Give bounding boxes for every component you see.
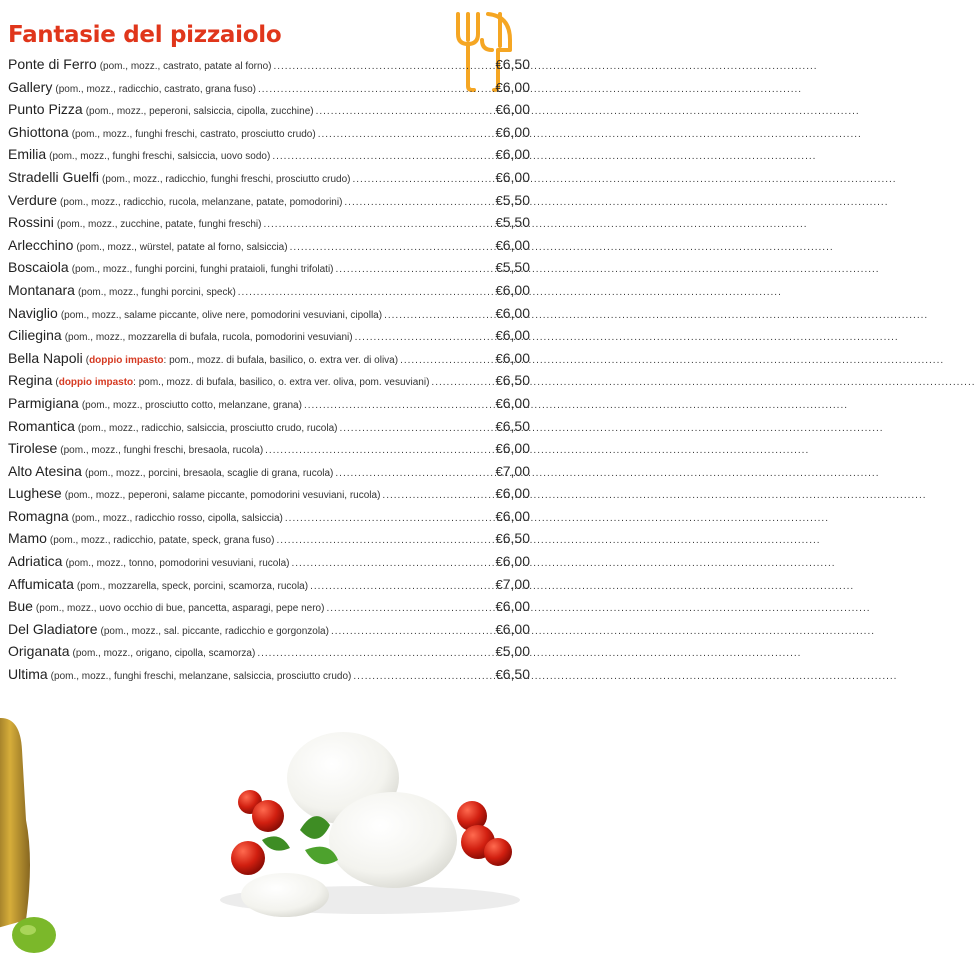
pizza-ingredients (50, 535, 275, 546)
pizza-price: 5,00 (502, 643, 530, 660)
menu-item (8, 395, 530, 418)
menu-item (8, 192, 530, 215)
ingredients-text: (pom., mozz., radicchio rosso, cipolla, salsiccia) (71, 512, 283, 524)
menu-item (8, 553, 530, 576)
pizza-price: 7,00 (502, 462, 530, 479)
ingredients-text: (pom., mozz., peperoni, salame piccante, pomodorini vesuviani, rucola) (64, 490, 381, 502)
ingredients-text: (pom., mozz., uovo occhio di bue, pancetta, asparagi, pepe nero) (35, 603, 325, 615)
dot-leader (336, 264, 494, 275)
dot-leader (257, 648, 493, 659)
currency-symbol: € (495, 508, 503, 524)
dot-leader (344, 197, 493, 208)
pizza-ingredients (55, 84, 256, 95)
pizza-ingredients (72, 513, 283, 524)
mozzarella-tomato-photo (0, 690, 539, 960)
currency-symbol: € (495, 395, 503, 411)
pizza-name: Del Gladiatore (8, 620, 98, 637)
currency-symbol: € (495, 350, 503, 366)
pizza-ingredients (51, 671, 352, 682)
pizza-name: Boscaiola (8, 259, 69, 276)
dot-leader (384, 310, 493, 321)
pizza-ingredients (101, 626, 329, 637)
pizza-ingredients (72, 264, 334, 275)
pizza-price: 6,50 (502, 372, 530, 389)
ingredients-open-paren: ( (85, 354, 90, 366)
pizza-name: Affumicata (8, 575, 74, 592)
currency-symbol: € (495, 102, 503, 118)
pizza-ingredients (82, 400, 302, 411)
ingredients-text: (pom., mozz., zucchine, patate, funghi freschi) (56, 219, 262, 231)
menu-item (8, 643, 530, 666)
menu-title: Fantasie del pizzaiolo (8, 22, 282, 48)
dot-leader (339, 423, 493, 434)
dough-highlight: doppio impasto (58, 377, 134, 389)
pizza-ingredients (36, 603, 325, 614)
pizza-name: Punto Pizza (8, 101, 83, 118)
menu-item (8, 56, 530, 79)
menu-item (8, 79, 530, 102)
menu-item (8, 305, 530, 328)
dot-leader (326, 603, 493, 614)
ingredients-text: (pom., mozzarella, speck, porcini, scamorza, rucola) (76, 580, 309, 592)
pizza-name: Adriatica (8, 553, 63, 570)
pizza-name: Ultima (8, 666, 48, 683)
ingredients-text: (pom., mozz., castrato, patate al forno) (99, 61, 272, 72)
menu-item (8, 485, 530, 508)
ingredients-text: (pom., mozz., funghi freschi, bresaola, rucola) (60, 445, 264, 457)
menu-item (8, 666, 530, 689)
pizza-name: Regina (8, 372, 53, 389)
menu-item (8, 101, 530, 124)
currency-symbol: € (495, 373, 503, 389)
menu-item (8, 282, 530, 305)
ingredients-text: (pom., mozz., radicchio, patate, speck, grana fuso) (49, 535, 275, 547)
menu-item (8, 418, 530, 441)
menu-item (8, 327, 530, 350)
pizza-name: Stradelli Guelfi (8, 168, 100, 185)
ingredients-text: : pom., mozz. di bufala, basilico, o. extra ver. oliva, pom. vesuviani) (133, 377, 430, 389)
pizza-ingredients (60, 197, 342, 208)
pizza-price: 6,00 (502, 327, 530, 344)
currency-symbol: € (495, 621, 503, 637)
pizza-price: 6,00 (502, 78, 530, 95)
dot-leader (352, 174, 493, 185)
pizza-price: 5,50 (502, 214, 530, 231)
currency-symbol: € (495, 328, 503, 344)
dot-leader (291, 558, 493, 569)
dot-leader (263, 219, 493, 230)
pizza-name: Romagna (8, 507, 69, 524)
pizza-price: 6,50 (502, 666, 530, 683)
menu-item (8, 124, 530, 147)
pizza-price: 6,00 (502, 123, 530, 140)
pizza-name: Verdure (8, 191, 58, 208)
ingredients-text: (pom., mozz., sal. piccante, radicchio e gorgonzola) (100, 625, 329, 637)
pizza-ingredients (49, 151, 270, 162)
dot-leader (355, 332, 494, 343)
ingredients-text: (pom., mozz., funghi freschi, castrato, prosciutto crudo) (71, 128, 316, 140)
dot-leader (272, 151, 493, 162)
dot-leader (318, 129, 494, 140)
pizza-ingredients (76, 242, 287, 253)
pizza-price: 6,50 (502, 56, 530, 72)
ingredients-text: (pom., mozz., salame piccante, olive nere, pomodorini vesuviani, cipolla) (60, 309, 383, 321)
pizza-name: Emilia (8, 146, 47, 163)
pizza-ingredients (65, 558, 289, 569)
pizza-ingredients (55, 377, 429, 388)
dot-leader (316, 106, 494, 117)
ingredients-text: (pom., mozz., prosciutto cotto, melanzane, grana) (81, 399, 302, 411)
currency-symbol: € (495, 463, 503, 479)
dough-highlight: doppio impasto (89, 354, 164, 366)
ingredients-open-paren: ( (55, 377, 59, 389)
menu-item (8, 598, 530, 621)
ingredients-text: (pom., mozz., radicchio, castrato, grana fuso) (55, 83, 256, 95)
pizza-name: Romantica (8, 417, 75, 434)
ingredients-text: (pom., mozz., radicchio, rucola, melanzane, patate, pomodorini) (60, 196, 343, 208)
ingredients-text: (pom., mozz., würstel, patate al forno, salsiccia) (76, 241, 288, 253)
pizza-price: 6,00 (502, 598, 530, 615)
menu-item (8, 530, 530, 553)
currency-symbol: € (495, 441, 503, 457)
currency-symbol: € (495, 79, 503, 95)
pizza-ingredients (85, 468, 333, 479)
pizza-ingredients (86, 106, 314, 117)
pizza-price: 6,00 (502, 304, 530, 321)
dot-leader (276, 535, 493, 546)
pizza-price: 6,00 (502, 168, 530, 185)
pizza-price: 6,00 (502, 281, 530, 298)
pizza-ingredients (78, 423, 338, 434)
ingredients-text: (pom., mozz., porcini, bresaola, scaglie di grana, rucola) (84, 467, 334, 479)
currency-symbol: € (495, 124, 503, 140)
dot-leader (304, 400, 494, 411)
pizza-menu-list (8, 56, 530, 689)
pizza-name: Naviglio (8, 304, 58, 321)
menu-item (8, 350, 530, 373)
ingredients-text: (pom., mozz., radicchio, funghi freschi, prosciutto crudo) (102, 173, 351, 185)
pizza-price: 6,00 (502, 101, 530, 118)
dot-leader (238, 287, 494, 298)
pizza-price: 5,50 (502, 259, 530, 276)
pizza-price: 6,00 (502, 394, 530, 411)
pizza-price: 6,00 (502, 440, 530, 457)
pizza-price: 5,50 (502, 191, 530, 208)
menu-item (8, 508, 530, 531)
pizza-ingredients (60, 445, 263, 456)
dot-leader (273, 61, 493, 72)
ingredients-text: (pom., mozz., funghi porcini, speck) (77, 286, 236, 298)
currency-symbol: € (495, 531, 503, 547)
pizza-name: Gallery (8, 78, 53, 95)
pizza-ingredients (78, 287, 236, 298)
dot-leader (290, 242, 494, 253)
menu-item (8, 440, 530, 463)
pizza-ingredients (72, 129, 316, 140)
pizza-price: 6,00 (502, 620, 530, 637)
pizza-price: 6,00 (502, 146, 530, 163)
dot-leader (310, 581, 493, 592)
ingredients-text: (pom., mozz., funghi freschi, salsiccia, uovo sodo) (49, 151, 271, 163)
pizza-name: Arlecchino (8, 236, 74, 253)
pizza-ingredients (102, 174, 350, 185)
ingredients-text: (pom., mozz., peperoni, salsiccia, cipolla, zucchine) (85, 106, 314, 118)
pizza-price: 6,50 (502, 530, 530, 547)
ingredients-text: (pom., mozz., radicchio, salsiccia, prosciutto crudo, rucola) (77, 422, 338, 434)
ingredients-text: (pom., mozz., origano, cipolla, scamorza) (72, 648, 256, 660)
ingredients-text: (pom., mozz., mozzarella di bufala, rucola, pomodorini vesuviani) (64, 332, 353, 344)
currency-symbol: € (495, 667, 503, 683)
currency-symbol: € (495, 237, 503, 253)
pizza-name: Montanara (8, 281, 75, 298)
pizza-price: 7,00 (502, 575, 530, 592)
pizza-ingredients (72, 648, 255, 659)
pizza-ingredients (61, 310, 382, 321)
menu-item (8, 463, 530, 486)
currency-symbol: € (495, 215, 503, 231)
pizza-name: Ciliegina (8, 327, 62, 344)
dot-leader (382, 490, 493, 501)
ingredients-text: : pom., mozz. di bufala, basilico, o. extra ver. di oliva) (163, 354, 399, 366)
dot-leader (335, 468, 493, 479)
pizza-name: Ghiottona (8, 123, 69, 140)
currency-symbol: € (495, 486, 503, 502)
currency-symbol: € (495, 418, 503, 434)
pizza-name: Mamo (8, 530, 47, 547)
pizza-ingredients (65, 332, 353, 343)
menu-item (8, 372, 530, 395)
pizza-name: Bue (8, 598, 33, 615)
pizza-price: 6,00 (502, 236, 530, 253)
pizza-ingredients (77, 581, 308, 592)
menu-item (8, 576, 530, 599)
menu-item (8, 169, 530, 192)
pizza-ingredients (86, 355, 398, 366)
currency-symbol: € (495, 576, 503, 592)
pizza-price: 6,00 (502, 349, 530, 366)
pizza-name: Bella Napoli (8, 349, 83, 366)
dot-leader (431, 377, 493, 388)
currency-symbol: € (495, 260, 503, 276)
dot-leader (400, 355, 493, 366)
currency-symbol: € (495, 282, 503, 298)
dot-leader (331, 626, 494, 637)
currency-symbol: € (495, 147, 503, 163)
ingredients-text: (pom., mozz., funghi freschi, melanzane, salsiccia, prosciutto crudo) (50, 671, 352, 683)
menu-item (8, 621, 530, 644)
pizza-ingredients (100, 61, 272, 72)
currency-symbol: € (495, 305, 503, 321)
currency-symbol: € (495, 169, 503, 185)
pizza-price: 6,00 (502, 553, 530, 570)
pizza-name: Rossini (8, 214, 54, 231)
menu-item (8, 237, 530, 260)
pizza-name: Parmigiana (8, 394, 79, 411)
dot-leader (258, 84, 494, 95)
dot-leader (353, 671, 493, 682)
currency-symbol: € (495, 554, 503, 570)
pizza-ingredients (65, 490, 381, 501)
pizza-name: Tirolese (8, 440, 58, 457)
ingredients-text: (pom., mozz., funghi porcini, funghi prataioli, funghi trifolati) (71, 264, 334, 276)
pizza-name: Ponte di Ferro (8, 56, 97, 72)
pizza-name: Lughese (8, 485, 62, 502)
menu-item (8, 259, 530, 282)
currency-symbol: € (495, 644, 503, 660)
menu-item (8, 214, 530, 237)
pizza-ingredients (57, 219, 262, 230)
dot-leader (285, 513, 494, 524)
pizza-name: Origanata (8, 643, 70, 660)
ingredients-text: (pom., mozz., tonno, pomodorini vesuviani, rucola) (65, 558, 290, 570)
dot-leader (265, 445, 493, 456)
menu-item (8, 146, 530, 169)
pizza-price: 6,00 (502, 485, 530, 502)
pizza-name: Alto Atesina (8, 462, 82, 479)
currency-symbol: € (495, 57, 503, 72)
pizza-price: 6,00 (502, 507, 530, 524)
currency-symbol: € (495, 599, 503, 615)
pizza-price: 6,50 (502, 417, 530, 434)
currency-symbol: € (495, 192, 503, 208)
